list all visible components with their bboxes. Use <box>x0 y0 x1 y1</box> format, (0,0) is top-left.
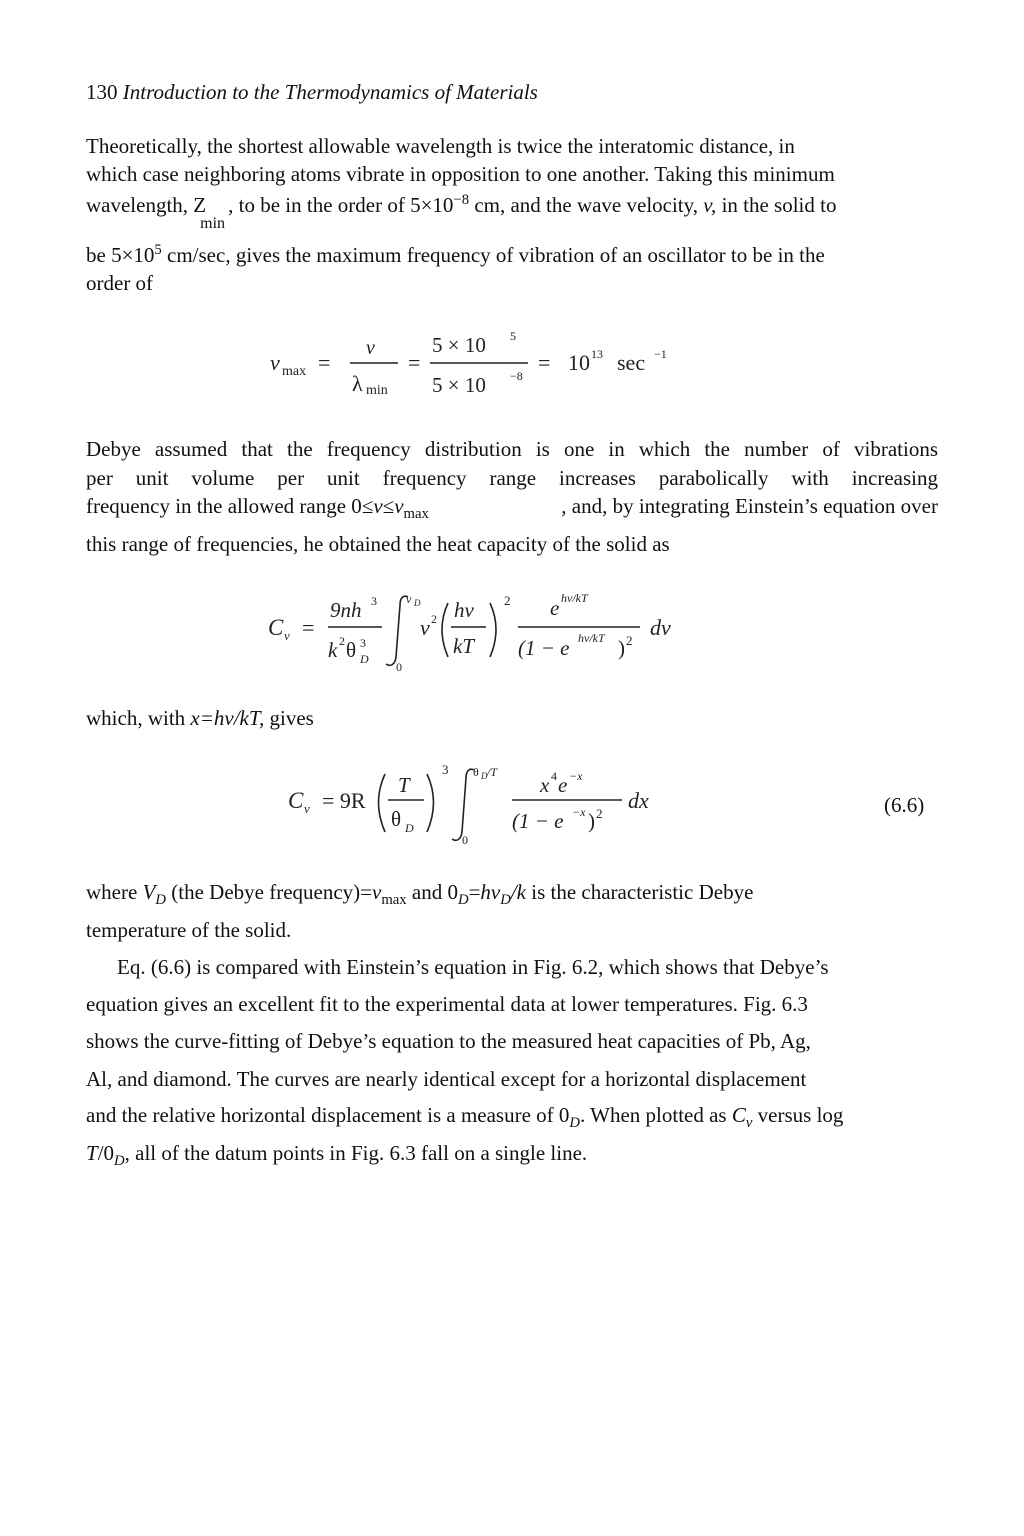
running-header <box>86 80 538 105</box>
unit-exponent: −1 <box>654 347 667 361</box>
unit: sec <box>617 350 646 375</box>
text: cm/sec, gives the maximum frequency of vibration of an oscillator to be in the <box>161 243 825 267</box>
equation-6-6 <box>288 760 668 845</box>
denominator-power: 2 <box>596 806 603 821</box>
exp-e: e <box>550 596 560 620</box>
text: ≤ <box>382 494 395 518</box>
text: gives <box>264 706 314 730</box>
upper-limit: θ <box>473 765 479 779</box>
upper-limit: ν <box>406 592 412 606</box>
subscript: min <box>200 215 226 232</box>
para1-line5: order of <box>86 271 154 295</box>
numerator-x: x <box>540 773 550 797</box>
T-symbol: T <box>398 773 410 797</box>
text: cm, and the wave velocity, <box>469 193 704 217</box>
symbol: V <box>142 880 156 904</box>
text: = <box>468 880 481 904</box>
nu-symbol: ν <box>270 350 280 375</box>
para2-line3 <box>86 494 938 523</box>
max-subscript: max <box>282 364 307 379</box>
coefficient: = 9R <box>322 788 366 813</box>
numerator-value: 5 × 10 <box>432 333 486 357</box>
subscript: v <box>745 1115 753 1132</box>
para4-line2: temperature of the solid. <box>86 918 292 942</box>
theta-symbol: θ <box>391 807 402 831</box>
para4-line1 <box>86 880 753 909</box>
superscript: 5 <box>154 242 162 258</box>
para2-line1: Debye assumed that the frequency distribution is one in which the number of vibrations <box>86 437 938 461</box>
denominator-value: 5 × 10 <box>432 373 486 397</box>
expression: x=hv/kT, <box>190 706 265 730</box>
para5-line6 <box>86 1141 587 1170</box>
equation-vmax-graphic <box>270 330 690 400</box>
equals-sign: = <box>538 350 551 375</box>
cv-symbol: C <box>288 788 304 813</box>
text: , to be in the order of 5×10 <box>228 193 454 217</box>
equals-sign: = <box>318 350 331 375</box>
text: , all of the datum points in Fig. 6.3 fall on a single line. <box>124 1141 588 1165</box>
denominator-expression: (1 − e <box>518 636 570 660</box>
exp-e-exponent: hν/kT <box>561 591 588 605</box>
differential: dx <box>628 788 649 813</box>
result-exponent: 13 <box>591 347 603 361</box>
equation-vmax <box>270 330 690 400</box>
equation-cv-integral-graphic <box>268 585 688 675</box>
subscript: max <box>403 506 429 523</box>
denominator-exponent: hν/kT <box>578 631 605 645</box>
equation-cv-integral <box>268 585 688 675</box>
superscript: −8 <box>453 192 470 208</box>
denominator-expression: (1 − e <box>512 809 564 833</box>
theta-symbol: θ <box>346 638 357 662</box>
symbol: /k <box>510 880 526 904</box>
para1-line1: Theoretically, the shortest allowable wavelength is twice the interatomic distance, in <box>86 134 795 158</box>
text: where <box>86 880 143 904</box>
text: frequency in the allowed range 0≤ <box>86 494 374 518</box>
cv-symbol: C <box>268 615 284 640</box>
numerator-x-exponent: 4 <box>551 769 557 783</box>
inner-denominator: kT <box>453 634 474 658</box>
para5-line5 <box>86 1103 843 1132</box>
denominator-k: k <box>328 638 338 662</box>
denominator-power: 2 <box>626 633 633 648</box>
equation-number: (6.6) <box>884 793 925 817</box>
para1-line2: which case neighboring atoms vibrate in opposition to one another. Taking this minimum <box>86 162 835 186</box>
para3-line <box>86 706 314 731</box>
text: and the relative horizontal displacement is a measure of 0 <box>86 1103 570 1127</box>
subscript: D <box>500 892 511 909</box>
cv-subscript: v <box>304 801 310 816</box>
outer-exponent: 2 <box>504 593 511 608</box>
denominator-close: ) <box>588 809 595 833</box>
text: in the solid to <box>716 193 837 217</box>
upper-limit-subscript: D <box>481 771 488 781</box>
text: (the Debye frequency)= <box>166 880 372 904</box>
text: be 5×10 <box>86 243 155 267</box>
numerator: 9nh <box>330 598 362 622</box>
text: /0 <box>97 1141 115 1165</box>
symbol: v, <box>703 193 717 217</box>
equals-sign: = <box>302 615 315 640</box>
denominator-k-exponent: 2 <box>339 634 345 648</box>
result-value: 10 <box>568 350 590 375</box>
outer-exponent: 3 <box>442 762 449 777</box>
para1-line4 <box>86 242 825 268</box>
para5-line4: Al, and diamond. The curves are nearly identical except for a horizontal displacement <box>86 1067 807 1091</box>
para1-line3 <box>86 192 837 232</box>
equals-sign: = <box>408 350 421 375</box>
book-title: Introduction to the Thermodynamics of Materials <box>122 80 538 104</box>
line-part <box>86 494 429 523</box>
symbol: T <box>86 1141 98 1165</box>
numerator-e: e <box>558 773 568 797</box>
text: . When plotted as <box>580 1103 732 1127</box>
upper-limit-subscript: D <box>414 598 421 608</box>
lower-limit: 0 <box>462 833 468 847</box>
theta-subscript: D <box>405 821 414 835</box>
inner-numerator: hν <box>454 598 474 622</box>
para2-line4: this range of frequencies, he obtained the heat capacity of the solid as <box>86 532 670 556</box>
denominator-close: ) <box>618 636 625 660</box>
para2-line2: per unit volume per unit frequency range increases parabolically with increasing <box>86 466 938 490</box>
numerator-exponent: 5 <box>510 329 516 343</box>
page-number: 130 <box>86 80 118 104</box>
numerator-nu: ν <box>366 337 375 359</box>
denominator-exponent: −8 <box>510 369 523 383</box>
nu-symbol: ν <box>420 615 430 640</box>
equation-6-6-graphic <box>288 760 668 845</box>
subscript: D <box>155 892 166 909</box>
nu-exponent: 2 <box>431 612 437 626</box>
denominator-exponent: −x <box>572 805 586 819</box>
lower-limit: 0 <box>396 660 402 674</box>
symbol: v <box>373 494 383 518</box>
symbol: v <box>394 494 404 518</box>
lambda-symbol: λ <box>352 371 363 396</box>
theta-subscript: D <box>360 652 369 666</box>
numerator-exponent: 3 <box>371 594 377 608</box>
symbol: hv <box>480 880 501 904</box>
text: and 0 <box>406 880 458 904</box>
subscript: D <box>114 1153 125 1170</box>
text: is the characteristic Debye <box>526 880 754 904</box>
numerator-e-exponent: −x <box>569 769 583 783</box>
symbol: v <box>372 880 382 904</box>
para5-line2: equation gives an excellent fit to the experimental data at lower temperatures. Fig. 6.3 <box>86 992 808 1016</box>
differential: dν <box>650 615 671 640</box>
subscript: D <box>569 1115 581 1132</box>
text: wavelength, Z <box>86 193 207 217</box>
symbol: C <box>731 1103 746 1127</box>
min-subscript: min <box>366 383 388 398</box>
subscript: max <box>381 892 407 909</box>
cv-subscript: v <box>284 628 290 643</box>
line-part: , and, by integrating Einstein’s equation over <box>561 494 938 518</box>
text: versus log <box>752 1103 844 1127</box>
text: which, with <box>86 706 191 730</box>
para5-line1: Eq. (6.6) is compared with Einstein’s equation in Fig. 6.2, which shows that Debye’s <box>117 955 829 979</box>
upper-limit-rest: /T <box>487 765 498 779</box>
subscript: D <box>457 892 469 909</box>
theta-exponent: 3 <box>360 636 366 650</box>
para5-line3: shows the curve-fitting of Debye’s equation to the measured heat capacities of Pb, Ag, <box>86 1029 811 1053</box>
